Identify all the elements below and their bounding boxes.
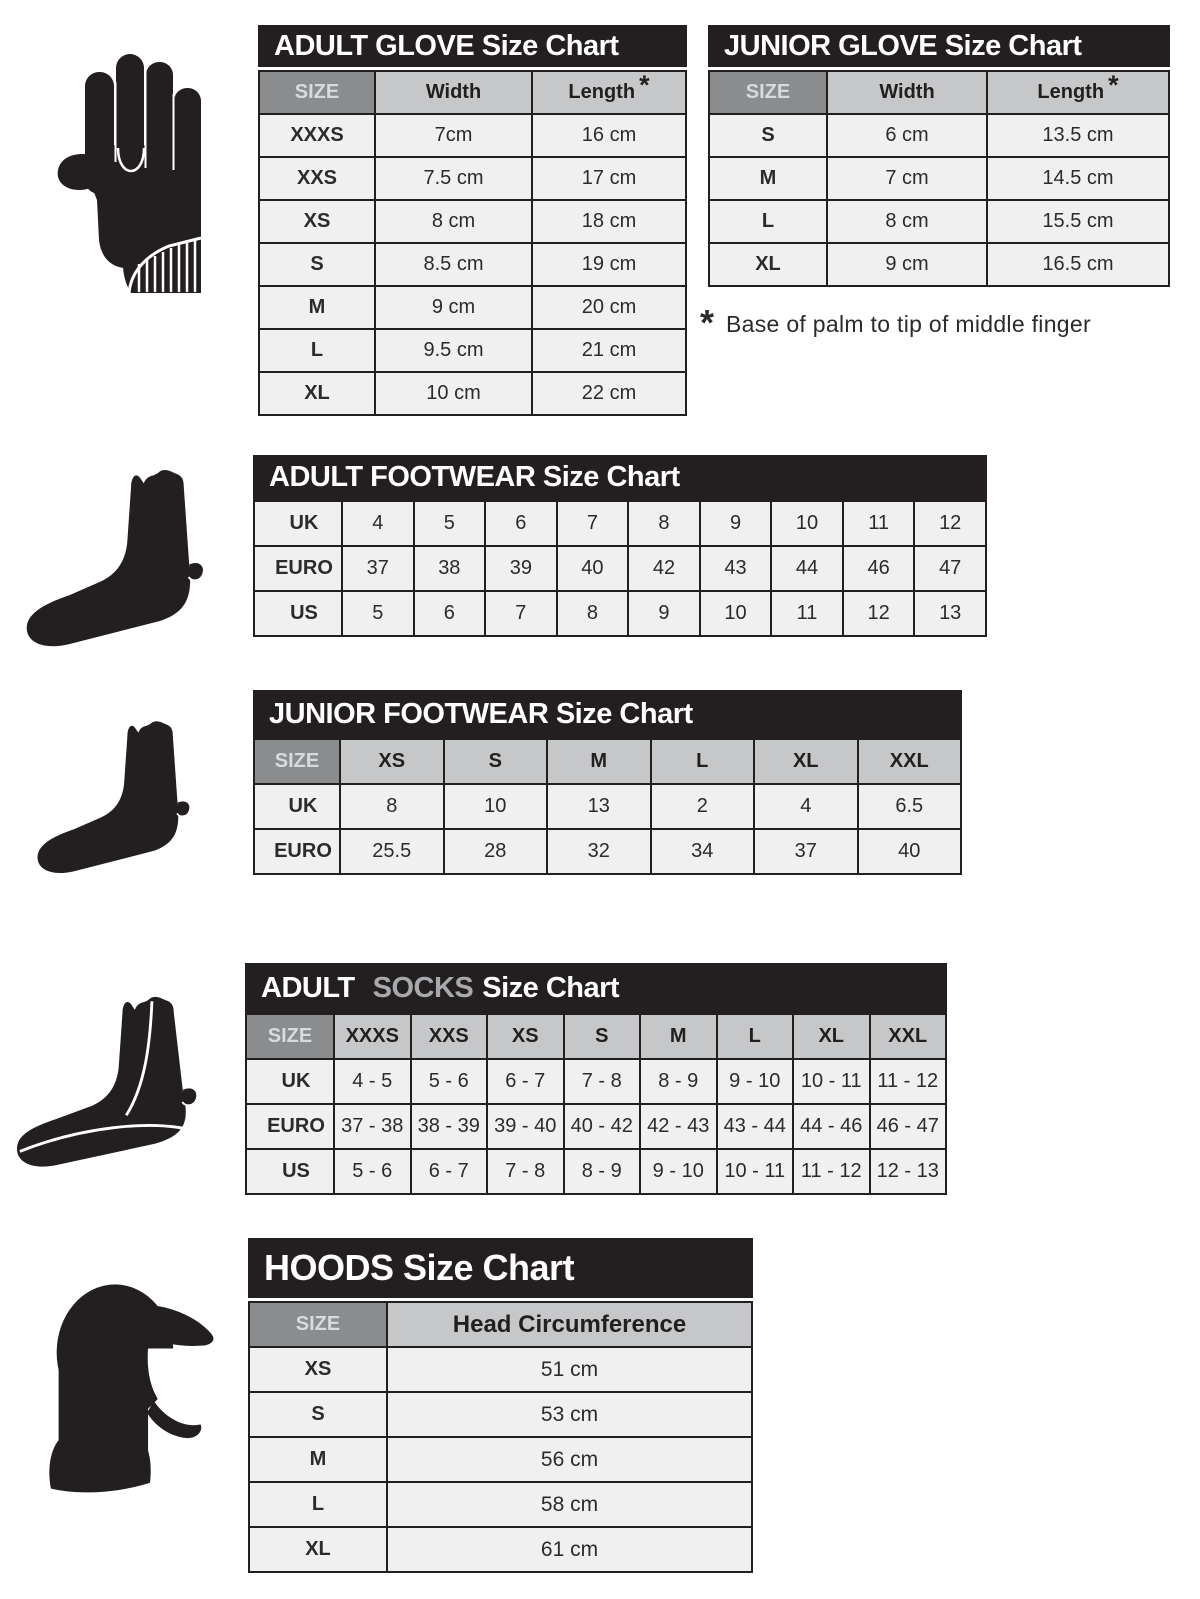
adult-footwear-table [253, 500, 987, 637]
width-cell: 7.5 cm [375, 157, 532, 200]
value-cell: 10 [700, 591, 772, 636]
column-header: XL [793, 1014, 870, 1059]
title-word-sizechart: Size Chart [482, 971, 620, 1004]
value-cell: 6 - 7 [487, 1059, 564, 1104]
value-cell: 6.5 [858, 784, 962, 829]
value-cell: 7 - 8 [564, 1059, 641, 1104]
adult-glove-chart [258, 25, 687, 416]
value-cell: 44 - 46 [793, 1104, 870, 1149]
value-cell: 7 [485, 591, 557, 636]
value-cell: 9 [628, 591, 700, 636]
value-cell: 10 [771, 501, 843, 546]
value-cell: 13 [547, 784, 651, 829]
table-row [249, 1347, 752, 1392]
hoods-chart [248, 1238, 753, 1573]
value-cell: 34 [651, 829, 755, 874]
size-cell: XXXS [259, 114, 375, 157]
value-cell: 39 - 40 [487, 1104, 564, 1149]
table-header-row [709, 71, 1169, 114]
sock-icon [10, 988, 215, 1178]
value-cell: 28 [444, 829, 548, 874]
value-cell: 8 [628, 501, 700, 546]
table-header-row [259, 71, 686, 114]
hoods-table [248, 1301, 753, 1573]
size-cell: S [259, 243, 375, 286]
value-cell: 25.5 [340, 829, 444, 874]
value-cell: 8 - 9 [640, 1059, 717, 1104]
junior-boot-icon [30, 714, 198, 880]
width-cell: 7cm [375, 114, 532, 157]
value-cell: 40 [858, 829, 962, 874]
value-cell: 12 - 13 [870, 1149, 947, 1194]
column-header-width: Width [375, 71, 532, 114]
length-cell: 19 cm [532, 243, 686, 286]
value-cell: 37 - 38 [334, 1104, 411, 1149]
size-cell: L [709, 200, 827, 243]
column-header-size: SIZE [246, 1014, 334, 1059]
value-cell: 44 [771, 546, 843, 591]
value-cell: 46 [843, 546, 915, 591]
value-cell: 5 - 6 [334, 1149, 411, 1194]
value-cell: 2 [651, 784, 755, 829]
hood-icon [45, 1278, 220, 1493]
length-label: Length [568, 81, 636, 103]
table-row-us [254, 591, 986, 636]
footnote-asterisk: * [700, 302, 715, 343]
width-cell: 9 cm [375, 286, 532, 329]
value-cell: 42 [628, 546, 700, 591]
value-cell: 10 [444, 784, 548, 829]
column-header: S [444, 739, 548, 784]
junior-glove-table [708, 70, 1170, 287]
table-header-row [249, 1302, 752, 1347]
size-cell: M [259, 286, 375, 329]
column-header: XS [340, 739, 444, 784]
row-label: US [246, 1149, 334, 1194]
size-cell: M [249, 1437, 387, 1482]
value-cell: 6 [485, 501, 557, 546]
junior-glove-chart [708, 25, 1170, 287]
glove-icon [55, 50, 205, 295]
row-label: US [254, 591, 342, 636]
value-cell: 12 [843, 591, 915, 636]
table-row [709, 243, 1169, 286]
table-row [259, 157, 686, 200]
row-label: EURO [254, 546, 342, 591]
table-row [259, 329, 686, 372]
column-header: M [547, 739, 651, 784]
table-row [259, 114, 686, 157]
value-cell: 13 [914, 591, 986, 636]
value-cell: 7 [557, 501, 629, 546]
row-label: EURO [246, 1104, 334, 1149]
value-cell: 56 cm [387, 1437, 752, 1482]
column-header: M [640, 1014, 717, 1059]
value-cell: 11 [843, 501, 915, 546]
column-header: S [564, 1014, 641, 1059]
value-cell: 58 cm [387, 1482, 752, 1527]
table-row [709, 200, 1169, 243]
title-word-socks: SOCKS [372, 971, 474, 1004]
table-row-euro [254, 829, 961, 874]
length-cell: 18 cm [532, 200, 686, 243]
value-cell: 10 - 11 [717, 1149, 794, 1194]
width-cell: 7 cm [827, 157, 987, 200]
column-header: XS [487, 1014, 564, 1059]
junior-footwear-table [253, 738, 962, 875]
value-cell: 5 [414, 501, 486, 546]
adult-boot-icon [18, 462, 213, 654]
row-label: UK [254, 784, 340, 829]
value-cell: 38 [414, 546, 486, 591]
table-row [249, 1392, 752, 1437]
column-header-size: SIZE [709, 71, 827, 114]
table-header-row [254, 739, 961, 784]
table-row [709, 114, 1169, 157]
footnote-text: Base of palm to tip of middle finger [726, 311, 1091, 337]
length-cell: 13.5 cm [987, 114, 1169, 157]
column-header: XXL [870, 1014, 947, 1059]
size-cell: XL [249, 1527, 387, 1572]
column-header: XXS [411, 1014, 488, 1059]
size-cell: XL [709, 243, 827, 286]
title-word-adult: ADULT [261, 971, 355, 1004]
column-header-size: SIZE [254, 739, 340, 784]
row-label: EURO [254, 829, 340, 874]
value-cell: 5 - 6 [411, 1059, 488, 1104]
column-header: L [717, 1014, 794, 1059]
adult-glove-table [258, 70, 687, 416]
width-cell: 10 cm [375, 372, 532, 415]
value-cell: 46 - 47 [870, 1104, 947, 1149]
length-cell: 21 cm [532, 329, 686, 372]
table-row-uk [254, 501, 986, 546]
length-cell: 22 cm [532, 372, 686, 415]
length-cell: 16 cm [532, 114, 686, 157]
length-cell: 20 cm [532, 286, 686, 329]
value-cell: 40 - 42 [564, 1104, 641, 1149]
value-cell: 9 - 10 [640, 1149, 717, 1194]
value-cell: 12 [914, 501, 986, 546]
size-cell: S [709, 114, 827, 157]
value-cell: 40 [557, 546, 629, 591]
value-cell: 7 - 8 [487, 1149, 564, 1194]
value-cell: 9 [700, 501, 772, 546]
value-cell: 53 cm [387, 1392, 752, 1437]
value-cell: 10 - 11 [793, 1059, 870, 1104]
length-label: Length [1037, 81, 1105, 103]
size-cell: L [259, 329, 375, 372]
table-row-euro [254, 546, 986, 591]
table-row [259, 243, 686, 286]
length-cell: 15.5 cm [987, 200, 1169, 243]
width-cell: 6 cm [827, 114, 987, 157]
value-cell: 4 - 5 [334, 1059, 411, 1104]
table-row-uk [254, 784, 961, 829]
column-header-length [987, 71, 1169, 114]
table-row [249, 1527, 752, 1572]
size-cell: XXS [259, 157, 375, 200]
length-cell: 14.5 cm [987, 157, 1169, 200]
value-cell: 9 - 10 [717, 1059, 794, 1104]
table-row-uk [246, 1059, 946, 1104]
adult-socks-table [245, 1013, 947, 1195]
adult-socks-chart [245, 963, 947, 1195]
column-header: XXL [858, 739, 962, 784]
column-header-size: SIZE [259, 71, 375, 114]
width-cell: 8.5 cm [375, 243, 532, 286]
junior-glove-title: JUNIOR GLOVE Size Chart [708, 25, 1170, 67]
size-cell: M [709, 157, 827, 200]
table-row [259, 286, 686, 329]
table-row [249, 1437, 752, 1482]
value-cell: 6 [414, 591, 486, 636]
value-cell: 42 - 43 [640, 1104, 717, 1149]
column-header-size: SIZE [249, 1302, 387, 1347]
value-cell: 5 [342, 591, 414, 636]
length-asterisk: * [639, 71, 650, 100]
width-cell: 9.5 cm [375, 329, 532, 372]
column-header-circumference: Head Circumference [387, 1302, 752, 1347]
size-cell: S [249, 1392, 387, 1437]
table-row-us [246, 1149, 946, 1194]
size-cell: XS [249, 1347, 387, 1392]
length-asterisk: * [1108, 71, 1119, 100]
column-header-width: Width [827, 71, 987, 114]
value-cell: 38 - 39 [411, 1104, 488, 1149]
length-cell: 16.5 cm [987, 243, 1169, 286]
value-cell: 4 [342, 501, 414, 546]
value-cell: 43 [700, 546, 772, 591]
glove-length-footnote [700, 302, 1170, 343]
hoods-title: HOODS Size Chart [248, 1238, 753, 1298]
value-cell: 11 - 12 [870, 1059, 947, 1104]
value-cell: 43 - 44 [717, 1104, 794, 1149]
adult-footwear-title: ADULT FOOTWEAR Size Chart [253, 455, 987, 500]
value-cell: 37 [342, 546, 414, 591]
adult-glove-title: ADULT GLOVE Size Chart [258, 25, 687, 67]
row-label: UK [246, 1059, 334, 1104]
row-label: UK [254, 501, 342, 546]
value-cell: 32 [547, 829, 651, 874]
value-cell: 11 [771, 591, 843, 636]
table-row [259, 200, 686, 243]
width-cell: 9 cm [827, 243, 987, 286]
width-cell: 8 cm [375, 200, 532, 243]
table-row [249, 1482, 752, 1527]
value-cell: 8 [557, 591, 629, 636]
column-header-length [532, 71, 686, 114]
value-cell: 6 - 7 [411, 1149, 488, 1194]
table-row [709, 157, 1169, 200]
junior-footwear-title: JUNIOR FOOTWEAR Size Chart [253, 690, 962, 738]
column-header: XXXS [334, 1014, 411, 1059]
table-row-euro [246, 1104, 946, 1149]
value-cell: 51 cm [387, 1347, 752, 1392]
value-cell: 39 [485, 546, 557, 591]
table-header-row [246, 1014, 946, 1059]
junior-footwear-chart [253, 690, 962, 875]
size-cell: XS [259, 200, 375, 243]
width-cell: 8 cm [827, 200, 987, 243]
table-row [259, 372, 686, 415]
value-cell: 11 - 12 [793, 1149, 870, 1194]
column-header: L [651, 739, 755, 784]
value-cell: 8 [340, 784, 444, 829]
column-header: XL [754, 739, 858, 784]
value-cell: 4 [754, 784, 858, 829]
size-cell: XL [259, 372, 375, 415]
value-cell: 47 [914, 546, 986, 591]
value-cell: 8 - 9 [564, 1149, 641, 1194]
value-cell: 37 [754, 829, 858, 874]
length-cell: 17 cm [532, 157, 686, 200]
size-cell: L [249, 1482, 387, 1527]
adult-footwear-chart [253, 455, 987, 637]
adult-socks-title [245, 963, 947, 1013]
value-cell: 61 cm [387, 1527, 752, 1572]
